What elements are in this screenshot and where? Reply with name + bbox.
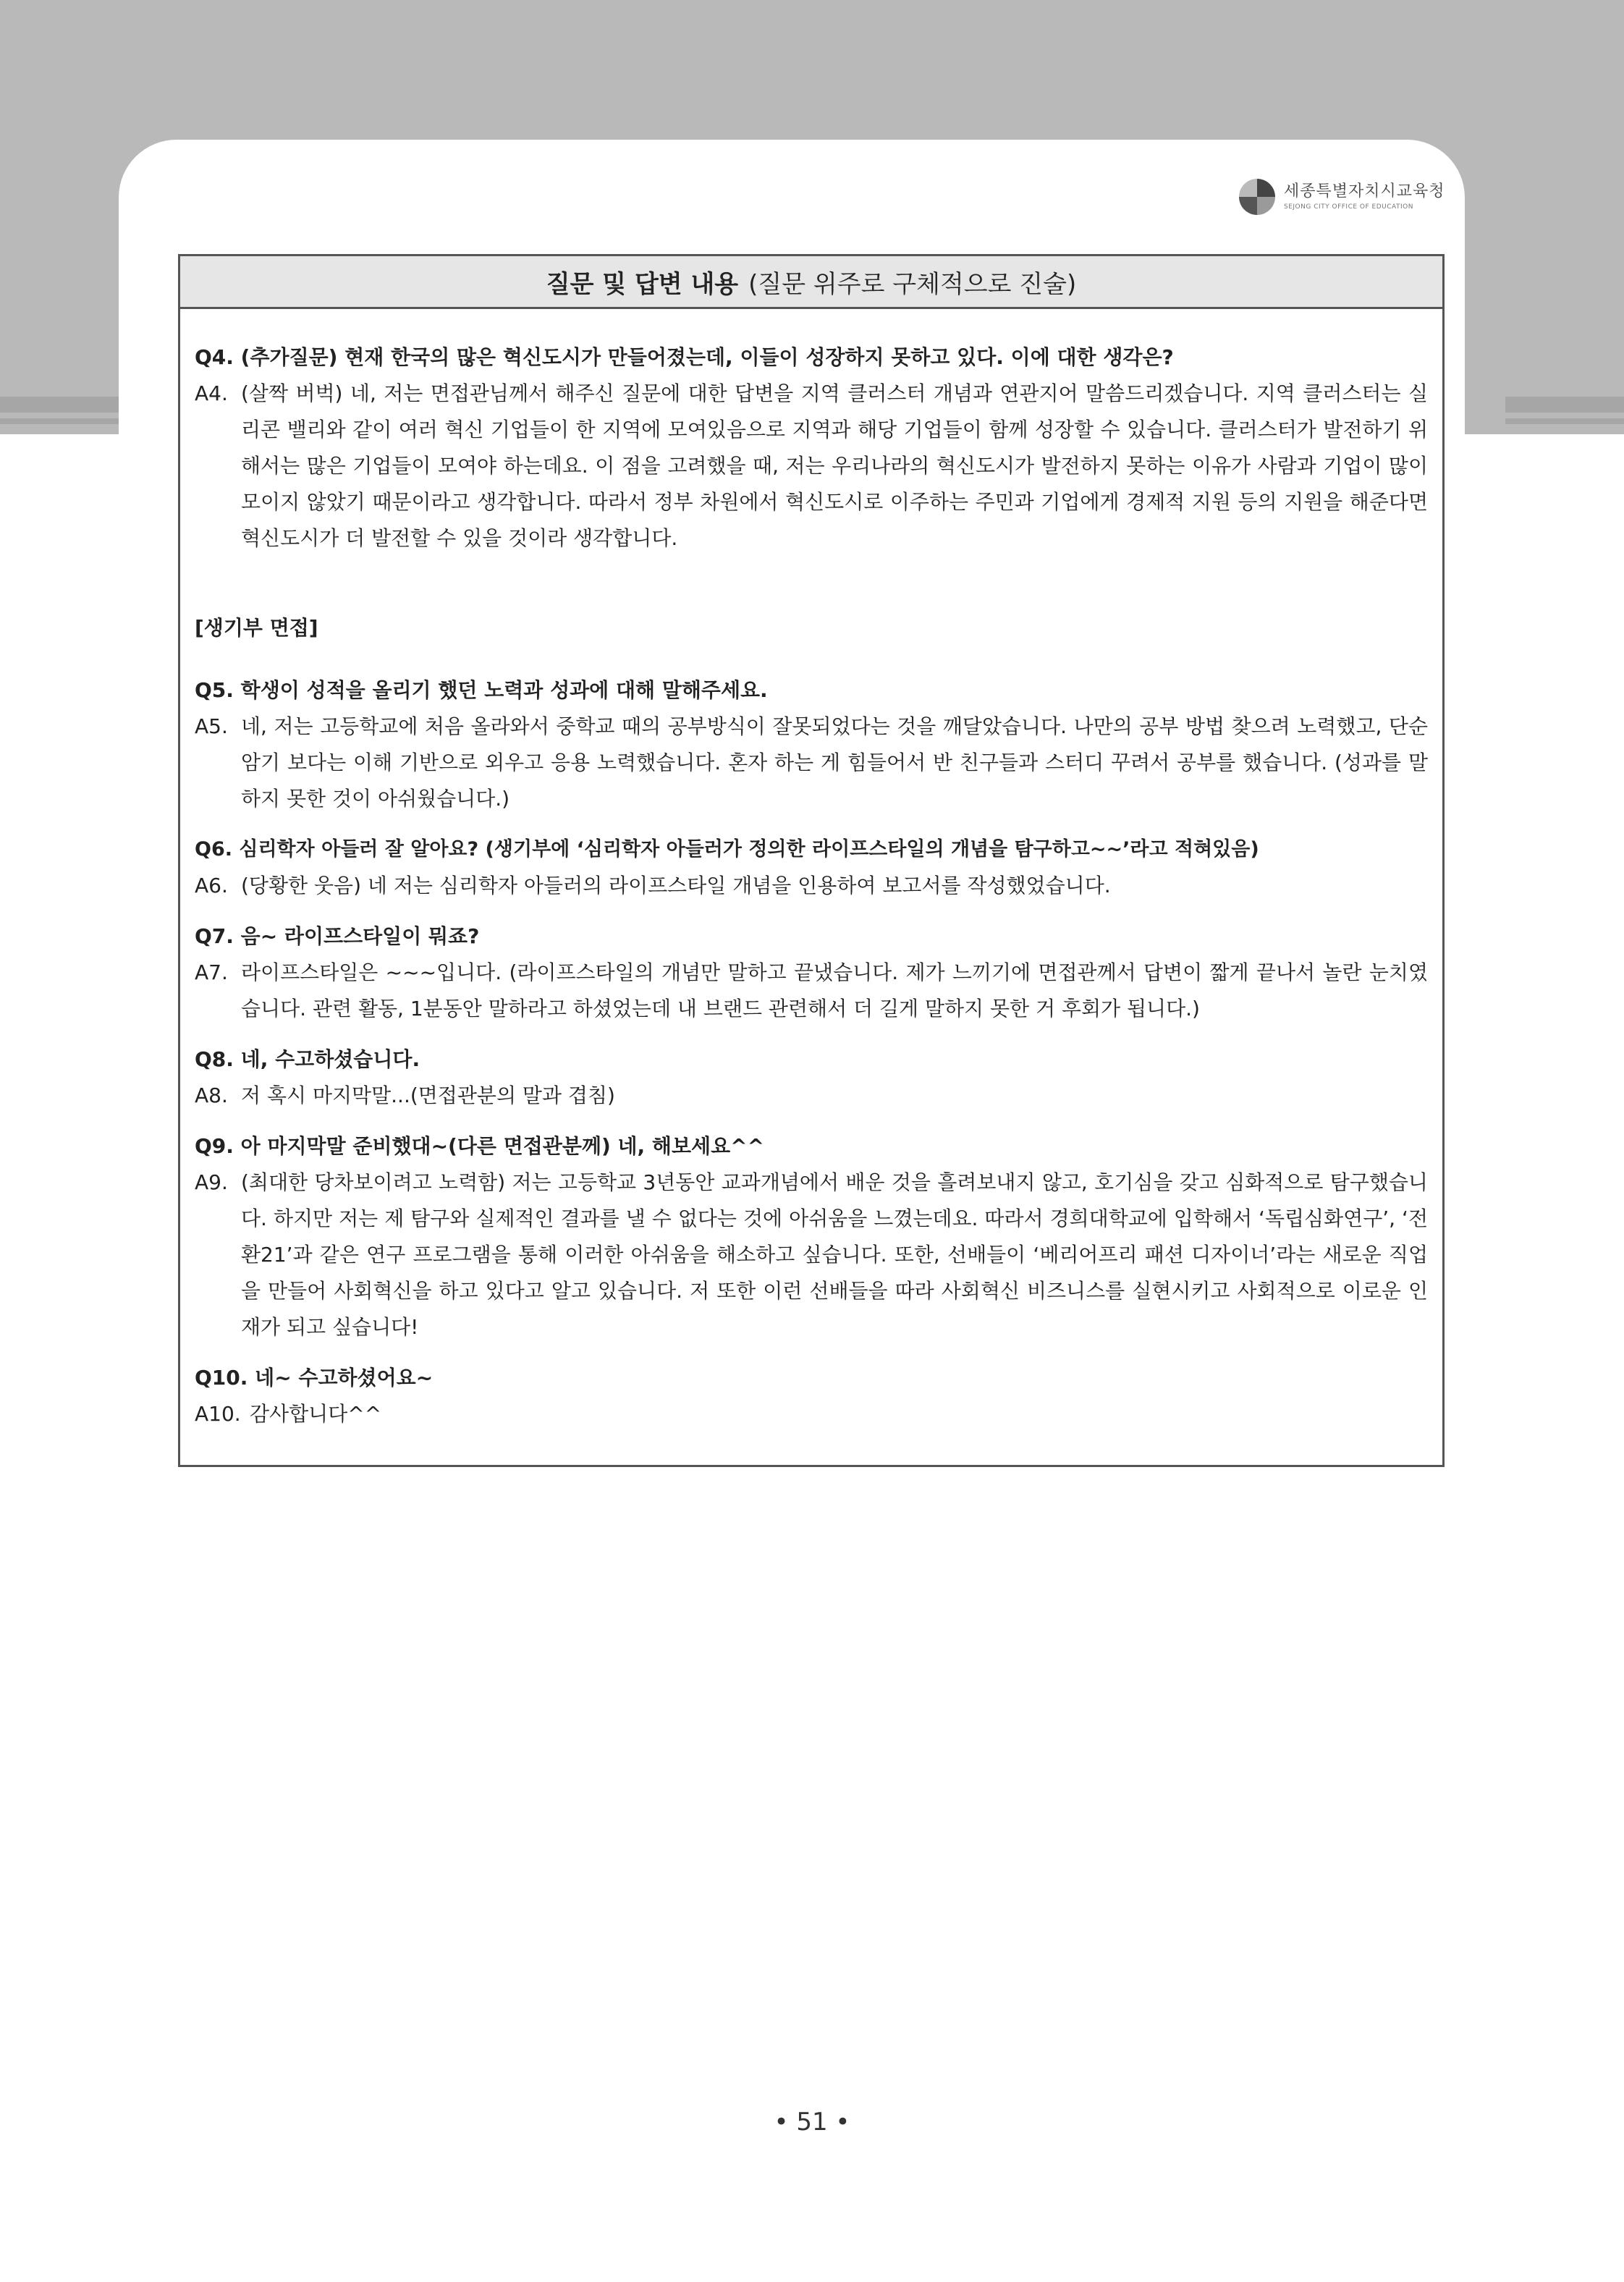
answer-label: A6. [195,874,228,897]
qa-table [178,254,1445,1467]
question: Q8. 네, 수고하셨습니다. [195,1047,420,1071]
qa-item [195,672,1428,817]
question: Q9. 아 마지막말 준비했대~(다른 면접관분께) 네, 해보세요^^ [195,1134,765,1158]
qa-table-title: 질문 및 답변 내용 [546,269,739,299]
left-stripe-thin [0,418,119,424]
answer-text: 네, 저는 고등학교에 처음 올라와서 중학교 때의 공부방식이 잘못되었다는 것을 깨달았습니다. 나만의 공부 방법 찾으려 노력했고, 단순암기 보다는 이해 기반으로 외우고 응용 노력했습니다. 혼자 하는 게 힘들어서 반 친구들과 스터디 꾸려서 공부를 했습니다. (성과를 말하지 못한 것이 아쉬웠습니다.) [241,714,1428,811]
answer-label: A8. [195,1083,228,1107]
answer [195,955,1428,1027]
logo-korean-text: 세종특별자치시교육청 [1284,182,1445,200]
answer [195,1078,1428,1114]
qa-content [180,309,1442,1432]
qa-table-subtitle: (질문 위주로 구체적으로 진술) [748,269,1077,299]
qa-table-header [180,256,1442,309]
answer-text: (최대한 당차보이려고 노력함) 저는 고등학교 3년동안 교과개념에서 배운 것을 흘려보내지 않고, 호기심을 갖고 심화적으로 탐구했습니다. 하지만 저는 제 탐구와 실제적인 결과를 낼 수 없다는 것에 아쉬움을 느꼈는데요. 따라서 경희대학교에 입학해서 ‘독립심화연구’, ‘전환21’과 같은 연구 프로그램을 통해 이러한 아쉬움을 해소하고 싶습니다. 또한, 선배들이 ‘베리어프리 패션 디자이너’라는 새로운 직업을 만들어 사회혁신을 하고 있다고 알고 있습니다. 저 또한 이런 선배들을 따라 사회혁신 비즈니스를 실현시키고 사회적으로 이로운 인재가 되고 싶습니다! [241,1170,1428,1339]
qa-item [195,1360,1428,1432]
answer-text: (살짝 버벅) 네, 저는 면접관님께서 해주신 질문에 대한 답변을 지역 클러스터 개념과 연관지어 말씀드리겠습니다. 지역 클러스터는 실리콘 밸리와 같이 여러 혁신 기업들이 한 지역에 모여있음으로 지역과 해당 기업들이 함께 성장할 수 있습니다. 클러스터가 발전하기 위해서는 많은 기업들이 모여야 하는데요. 이 점을 고려했을 때, 저는 우리나라의 혁신도시가 발전하지 못하는 이유가 사람과 기업이 많이 모이지 않았기 때문이라고 생각합니다. 따라서 정부 차원에서 혁신도시로 이주하는 주민과 기업에게 경제적 지원 등의 지원을 해준다면 혁신도시가 더 발전할 수 있을 것이라 생각합니다. [241,381,1428,550]
left-stripe [0,397,119,413]
answer-label: A5. [195,714,228,738]
page-number: • 51 • [774,2108,850,2137]
answer-text: 저 혹시 마지막말...(면접관분의 말과 겹침) [241,1083,615,1107]
answer-label: A10. [195,1402,241,1426]
section-title: [생기부 면접] [195,616,318,640]
answer-text: 감사합니다^^ [250,1402,382,1426]
office-logo [1239,175,1463,219]
qa-item [195,918,1428,1027]
answer [195,709,1428,817]
answer-text: 라이프스타일은 ~~~입니다. (라이프스타일의 개념만 말하고 끝냈습니다. 제가 느끼기에 면접관께서 답변이 짧게 끝나서 놀란 눈치였습니다. 관련 활동, 1분동안 말하라고 하셨었는데 내 브랜드 관련해서 더 길게 말하지 못한 거 후회가 됩니다.) [241,960,1428,1020]
question: Q4. (추가질문) 현재 한국의 많은 혁신도시가 만들어졌는데, 이들이 성장하지 못하고 있다. 이에 대한 생각은? [195,345,1174,369]
question: Q7. 음~ 라이프스타일이 뭐죠? [195,924,480,948]
logo-english-text: SEJONG CITY OFFICE OF EDUCATION [1284,203,1413,211]
emblem-icon [1239,179,1275,215]
answer [195,868,1428,904]
question: Q6. 심리학자 아들러 잘 알아요? (생기부에 ‘심리학자 아들러가 정의한 라이프스타일의 개념을 탐구하고~~’라고 적혀있음) [195,838,1259,861]
answer [195,1396,1428,1432]
right-stripe [1505,397,1624,413]
answer-label: A4. [195,381,228,405]
qa-item [195,1128,1428,1345]
qa-item [195,1041,1428,1114]
answer-label: A7. [195,960,228,984]
answer-label: A9. [195,1170,228,1194]
qa-item [195,339,1428,557]
answer-text: (당황한 웃음) 네 저는 심리학자 아들러의 라이프스타일 개념을 인용하여 보고서를 작성했었습니다. [241,874,1111,897]
answer [195,1165,1428,1345]
question: Q5. 학생이 성적을 올리기 했던 노력과 성과에 대해 말해주세요. [195,678,768,702]
qa-item [195,832,1428,904]
right-stripe-thin [1505,418,1624,424]
answer [195,376,1428,557]
question: Q10. 네~ 수고하셨어요~ [195,1366,434,1390]
